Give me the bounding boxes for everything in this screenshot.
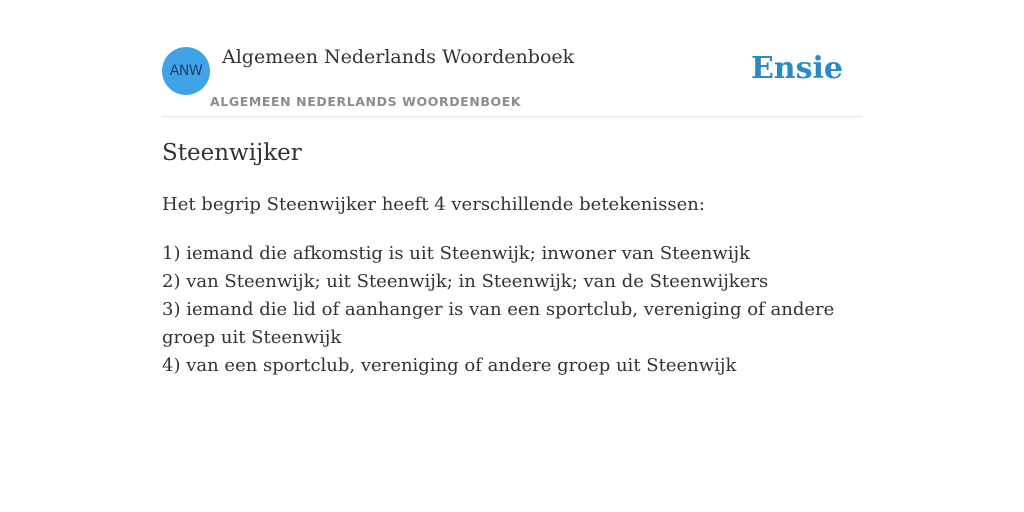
anw-logo[interactable] [162,47,210,95]
list-item: 1) iemand die afkomstig is uit Steenwijk; inwoner van Steenwijk [162,243,750,264]
word-title: Steenwijker [162,140,302,166]
site-subtitle: ALGEMEEN NEDERLANDS WOORDENBOEK [210,94,522,109]
site-title[interactable]: Algemeen Nederlands Woordenboek [222,46,575,68]
intro-text: Het begrip Steenwijker heeft 4 verschillende betekenissen: [162,194,705,215]
site-header [162,0,862,117]
list-item: 4) van een sportclub, vereniging of andere groep uit Steenwijk [162,355,737,376]
logo-text: ANW [169,63,203,79]
page-container [162,0,862,376]
meanings-list [162,240,862,380]
list-item: 3) iemand die lid of aanhanger is van een sportclub, vereniging of andere groep uit Steenwijk [162,299,835,348]
ensie-brand-link[interactable]: Ensie [750,51,843,86]
list-item: 2) van Steenwijk; uit Steenwijk; in Steenwijk; van de Steenwijkers [162,271,769,292]
